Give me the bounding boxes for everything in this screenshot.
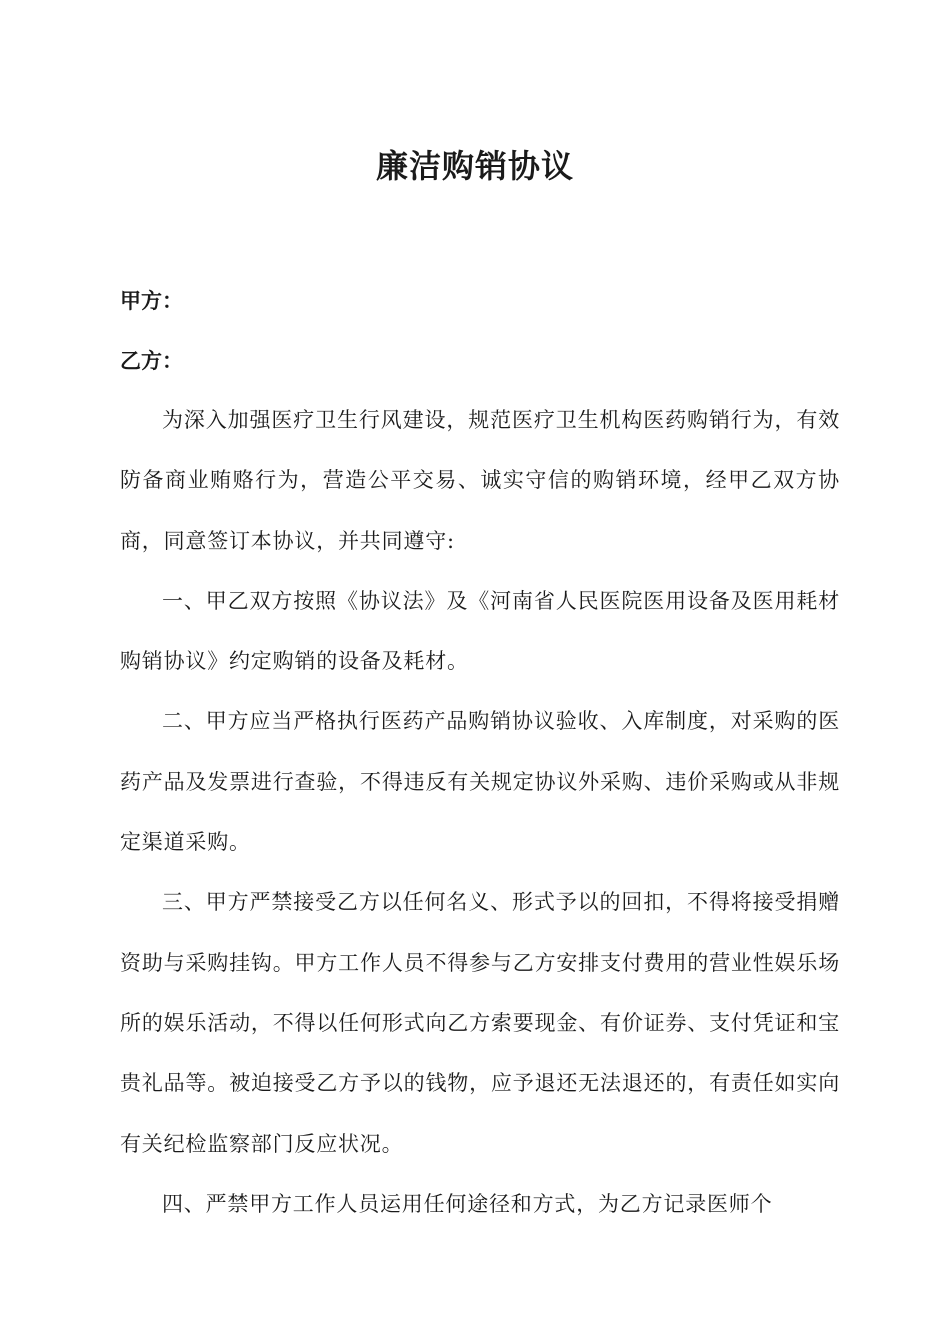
clause-4-paragraph: 四、严禁甲方工作人员运用任何途径和方式，为乙方记录医师个 [162, 1191, 773, 1216]
party-b-label: 乙方： [120, 349, 183, 373]
document-title: 廉洁购销协议 [375, 147, 574, 185]
clause-2-paragraph: 二、甲方应当严格执行医药产品购销协议验收、入库制度，对采购的医药产品及发票进行查验，不得违反有关规定协议外采购、违价采购或从非规定渠道采购。 [120, 709, 840, 855]
clause-3-paragraph: 三、甲方严禁接受乙方以任何名义、形式予以的回扣，不得将接受捐赠资助与采购挂钩。甲方工作人员不得参与乙方安排支付费用的营业性娱乐场所的娱乐活动，不得以任何形式向乙方索要现金、有价证券、支付凭证和宝贵礼品等。被迫接受乙方予以的钱物，应予退还无法退还的，有责任如实向有关纪检监察部门反应状况。 [120, 890, 840, 1156]
preamble-paragraph: 为深入加强医疗卫生行风建设，规范医疗卫生机构医药购销行为，有效防备商业贿赂行为，营造公平交易、诚实守信的购销环境，经甲乙双方协商，同意签订本协议，并共同遵守: [120, 408, 840, 553]
clause-1-paragraph: 一、甲乙双方按照《协议法》及《河南省人民医院医用设备及医用耗材购销协议》约定购销的设备及耗材。 [120, 588, 840, 674]
agreement-body [120, 390, 840, 1234]
party-a-label: 甲方： [120, 289, 183, 313]
